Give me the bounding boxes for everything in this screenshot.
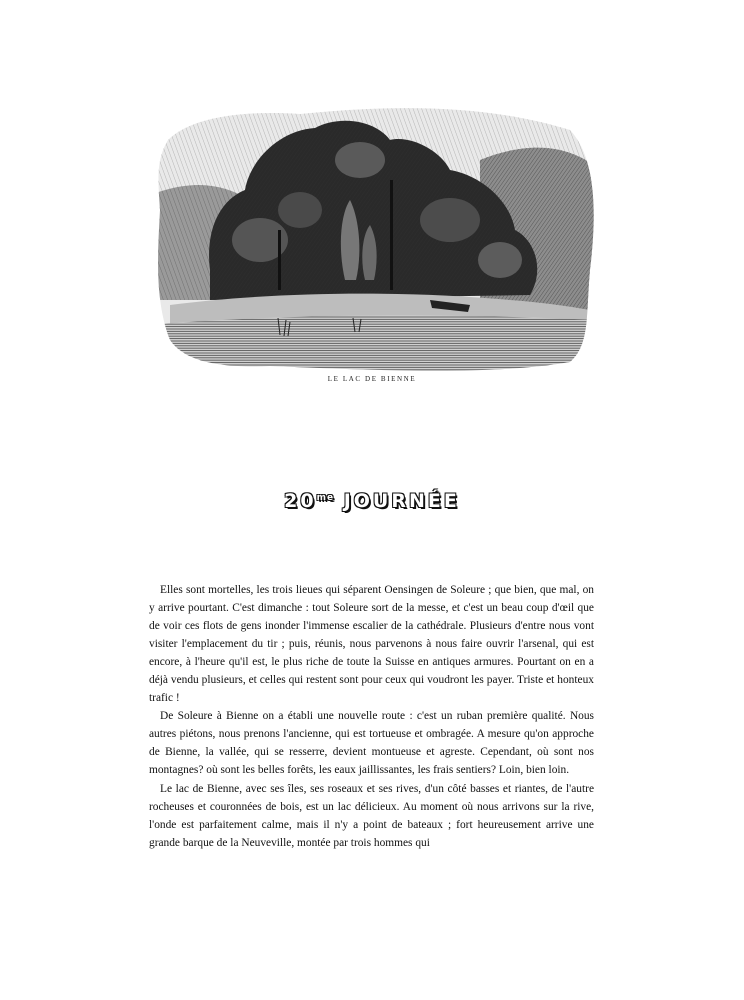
chapter-number: 20 (284, 490, 317, 512)
illustration-caption: LE LAC DE BIENNE (327, 375, 417, 383)
body-text (149, 581, 594, 852)
paragraph: Elles sont mortelles, les trois lieues qui séparent Oensingen de Soleure ; que bien, que mal, on y arrive pourtant. C'est dimanche : tout Soleure sort de la messe, et c'est un beau coup d'œil que de voir ces flots de gens inonder l'immense escalier de la cathédrale. Plusieurs d'entre nous vont visiter l'emplacement du tir ; puis, réunis, nous parvenons à nous faire ouvrir l'arsenal, qui est encore, à l'heure qu'il est, le plus riche de toute la Suisse en antiques armures. Pourtant on en a déjà vendu plusieurs, et celles qui restent sont pour ceux qui voudront les payer. Triste et honteux trafic ! (149, 584, 594, 705)
paragraph: De Soleure à Bienne on a établi une nouvelle route : c'est un ruban première qualité. Nous autres piétons, nous prenons l'ancienne, qui est tortueuse et ombragée. A mesure qu'on approche de Bienne, la vallée, qui se resserre, devient montueuse et agreste. Cependant, où sont nos montagnes? où sont les belles forêts, les eaux jaillissantes, les frais sentiers? Loin, bien loin. (149, 710, 594, 777)
paragraph: Le lac de Bienne, avec ses îles, ses roseaux et ses rives, d'un côté basses et riantes, de l'autre rocheuses et couronnées de bois, est un lac délicieux. Au moment où nous arrivons sur la rive, l'onde est parfaitement calme, mais il n'y a point de bateaux ; fort heureusement arrive une grande barque de la Neuveville, montée par trois hommes qui (149, 782, 594, 849)
chapter-heading (0, 490, 744, 512)
lake-engraving-illustration (150, 100, 600, 378)
chapter-title: JOURNÉE (343, 490, 460, 512)
engraving-svg (150, 100, 600, 378)
chapter-number-suffix: me (316, 493, 335, 503)
